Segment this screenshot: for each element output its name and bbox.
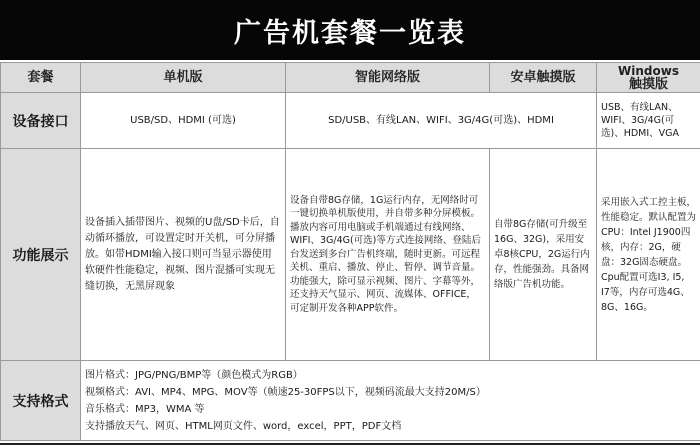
header-network: 智能网络版 [286, 63, 490, 93]
header-android-touch: 安卓触摸版 [490, 63, 597, 93]
header-windows-line1: Windows [618, 63, 679, 78]
features-android: 自带8G存储(可升级至16G、32G)，采用安卓8核CPU，2G运行内存，性能强劲。具备网络版广告机功能。 [490, 149, 597, 361]
format-line-video: 视频格式：AVI、MP4、MPG、MOV等（帧速25-30FPS以下，视频码流最大支持20M/S） [85, 386, 486, 398]
interface-windows: USB、有线LAN、WIFI、3G/4G(可选)、HDMI、VGA [597, 93, 700, 149]
row-features [1, 149, 700, 361]
package-table [0, 62, 700, 441]
row-label-interface: 设备接口 [1, 93, 81, 149]
row-formats [1, 361, 700, 441]
header-standalone: 单机版 [81, 63, 286, 93]
features-standalone: 设备插入插带图片、视频的U盘/SD卡后，自动循环播放，可设置定时开关机，可分屏播放。如带HDMI输入接口则可当显示器使用软硬件性能稳定，视频、图片混播可实现无缝切换，无黑屏现象 [81, 149, 286, 361]
title-bar [0, 0, 700, 60]
format-line-other: 支持播放天气、网页、HTML网页文件、word，excel，PPT，PDF文档 [85, 420, 402, 432]
row-interface [1, 93, 700, 149]
header-row [1, 63, 700, 93]
header-windows-line2: 触摸版 [628, 76, 668, 92]
interface-standalone: USB/SD、HDMI (可选) [81, 93, 286, 149]
row-label-features: 功能展示 [1, 149, 81, 361]
format-line-image: 图片格式：JPG/PNG/BMP等（颜色模式为RGB） [85, 369, 303, 381]
features-windows: 采用嵌入式工控主板，性能稳定。默认配置为CPU：Intel J1900四核，内存：2G，硬盘：32G固态硬盘。Cpu配置可选I3, I5, I7等，内存可选4G、8G、16G。 [597, 149, 700, 361]
header-package: 套餐 [1, 63, 81, 93]
interface-network-android: SD/USB、有线LAN、WIFI、3G/4G(可选)、HDMI [286, 93, 597, 149]
row-label-formats: 支持格式 [1, 361, 81, 441]
header-windows-touch [597, 63, 700, 93]
formats-content [81, 361, 700, 441]
page-title: 广告机套餐一览表 [234, 17, 466, 49]
features-network: 设备自带8G存储，1G运行内存，无网络时可一键切换单机版使用，并自带多种分屏模板。播放内容可用电脑或手机端通过有线网络、WIFI、3G/4G(可选)等方式连接网络、登陆后台发送到多台广告机终端，随时更新。可远程关机、重启、播放、停止、暂停、调节音量。功能强大，除可显示视频、图片、字幕等外，还支持天气显示、网页、流媒体、OFFICE，可定制开发各种APP软件。 [286, 149, 490, 361]
format-line-audio: 音乐格式：MP3，WMA 等 [85, 403, 205, 415]
